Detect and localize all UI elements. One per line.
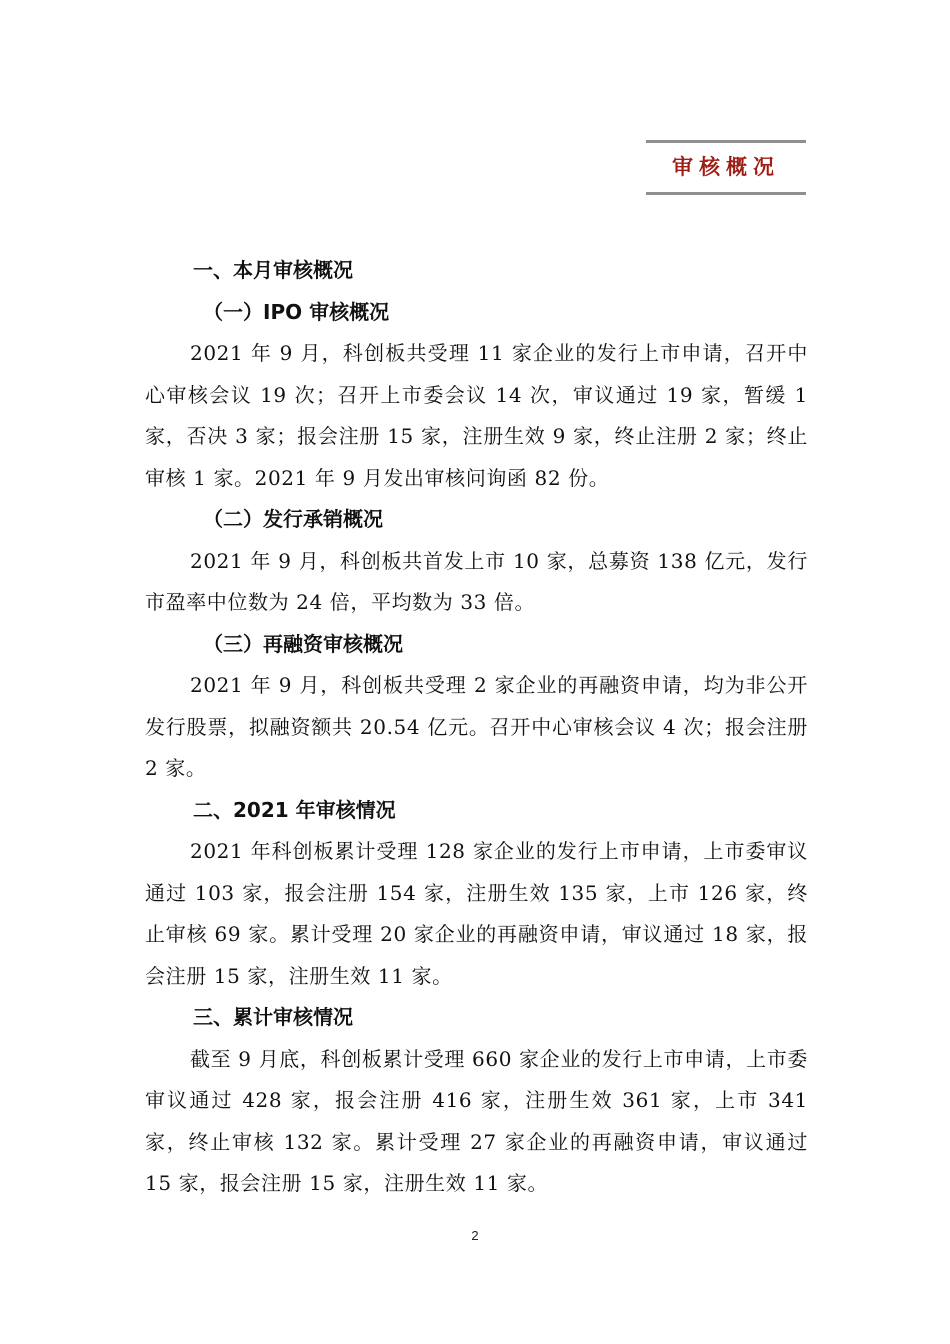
paragraph-refinancing-review: 2021 年 9 月，科创板共受理 2 家企业的再融资申请，均为非公开发行股票，拟融资额共 20.54 亿元。召开中心审核会议 4 次；报会注册 2 家。 [145,673,808,780]
paragraph-ipo-review: 2021 年 9 月，科创板共受理 11 家企业的发行上市申请，召开中心审核会议 19 次；召开上市委会议 14 次，审议通过 19 家，暂缓 1 家，否决 3 家；报会注册 15 家，注册生效 9 家，终止注册 2 家；终止审核 1 家。2021 年 9 月发出审核问询函 82 份。 [145,341,808,490]
section-header-box [646,140,806,195]
section-heading-2021-review: 二、2021 年审核情况 [193,797,396,822]
section-heading-monthly-review: 一、本月审核概况 [193,258,353,282]
subheading-issuance-underwriting: （二）发行承销概况 [203,507,383,531]
paragraph-2021-review: 2021 年科创板累计受理 128 家企业的发行上市申请，上市委审议通过 103 家，报会注册 154 家，注册生效 135 家，上市 126 家，终止审核 69 家。累计受理 20 家企业的再融资申请，审议通过 18 家，报会注册 15 家，注册生效 11 家。 [145,839,808,988]
document-body [145,250,808,1205]
section-heading-cumulative-review: 三、累计审核情况 [193,1005,353,1029]
header-title: 审核概况 [672,155,780,179]
subheading-ipo-review: （一）IPO 审核概况 [203,299,390,324]
page-number: 2 [471,1228,479,1243]
header-bottom-rule [646,192,806,195]
subheading-refinancing-review: （三）再融资审核概况 [203,631,403,656]
header-top-rule [646,140,806,143]
paragraph-issuance-underwriting: 2021 年 9 月，科创板共首发上市 10 家，总募资 138 亿元，发行市盈率中位数为 24 倍，平均数为 33 倍。 [145,548,808,614]
paragraph-cumulative-review: 截至 9 月底，科创板累计受理 660 家企业的发行上市申请，上市委审议通过 428 家，报会注册 416 家，注册生效 361 家，上市 341 家，终止审核 132 家。累计受理 27 家企业的再融资申请，审议通过 15 家，报会注册 15 家，注册生效 11 家。 [145,1046,808,1195]
